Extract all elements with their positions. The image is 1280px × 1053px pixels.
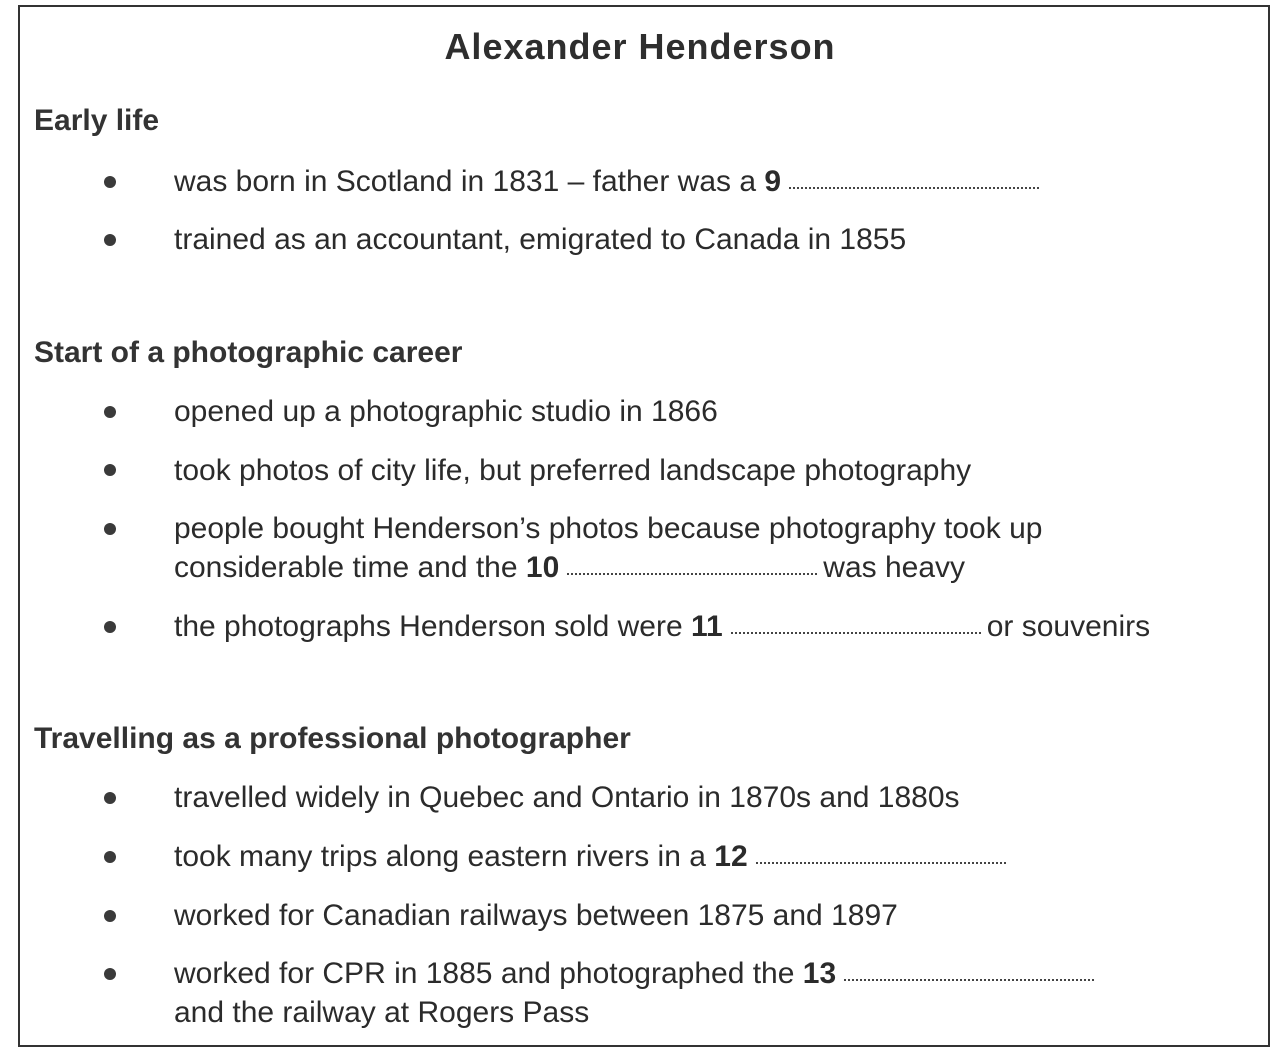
answer-blank-12[interactable] [756, 862, 1006, 864]
list-item: worked for Canadian railways between 1875 and 1897 [174, 899, 898, 932]
question-number: 12 [714, 840, 748, 873]
answer-blank-11[interactable] [731, 632, 981, 634]
list-item-line1: people bought Henderson’s photos because photography took up [174, 512, 1043, 545]
section-heading-travelling: Travelling as a professional photographer [34, 722, 631, 755]
list-item-line2: and the railway at Rogers Pass [174, 996, 590, 1029]
list-item: was born in Scotland in 1831 – father was a 9 [174, 165, 1045, 199]
list-item: took many trips along eastern rivers in a 12 [174, 840, 1012, 874]
list-item: trained as an accountant, emigrated to Canada in 1855 [174, 223, 907, 256]
answer-blank-9[interactable] [789, 187, 1039, 189]
bullet-icon [104, 910, 116, 922]
list-item: travelled widely in Quebec and Ontario in 1870s and 1880s [174, 781, 960, 814]
bullet-icon [104, 523, 116, 535]
answer-blank-13[interactable] [844, 979, 1094, 981]
bullet-icon [104, 968, 116, 980]
bullet-icon [104, 234, 116, 246]
question-number: 13 [802, 957, 837, 990]
bullet-icon [104, 621, 116, 633]
list-item: took photos of city life, but preferred landscape photography [174, 454, 972, 487]
bullet-icon [104, 406, 116, 418]
list-item-line2: considerable time and the 10 was heavy [174, 551, 966, 584]
bullet-icon [104, 792, 116, 804]
question-number: 10 [525, 551, 560, 584]
bullet-icon [104, 176, 116, 188]
answer-blank-10[interactable] [567, 573, 817, 575]
page-title: Alexander Henderson [444, 26, 836, 67]
question-number: 11 [691, 610, 723, 643]
bullet-icon [104, 851, 116, 863]
bullet-icon [104, 464, 116, 476]
list-item: the photographs Henderson sold were 11 or souvenirs [174, 610, 1151, 643]
section-heading-early-life: Early life [34, 104, 160, 137]
question-number: 9 [764, 165, 782, 198]
list-item-line1: worked for CPR in 1885 and photographed the 13 [174, 957, 1100, 991]
section-heading-start-career: Start of a photographic career [34, 336, 463, 369]
list-item: opened up a photographic studio in 1866 [174, 395, 718, 428]
